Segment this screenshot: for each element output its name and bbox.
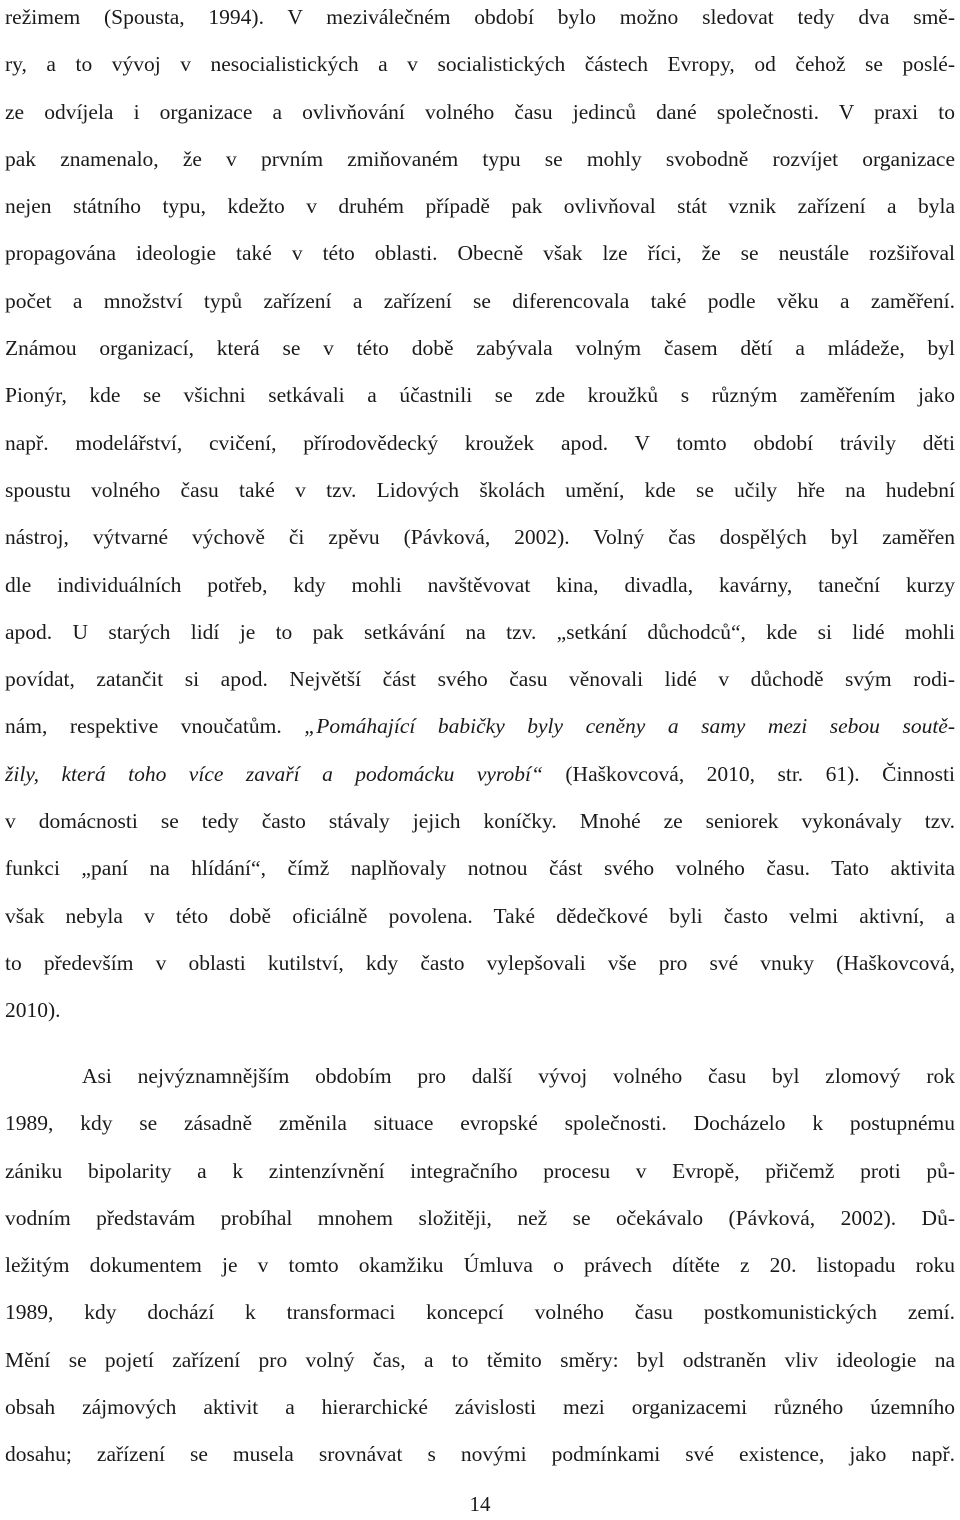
text-line: počet a množství typů zařízení a zařízení se diferencovala také podle věku a zaměření. [5, 288, 955, 313]
text-line: nástroj, výtvarné výchově či zpěvu (Pávková, 2002). Volný čas dospělých byl zaměřen [5, 525, 955, 550]
text-line-with-quote [5, 703, 955, 750]
paragraph-rok-1989 [5, 1053, 955, 1479]
text-line: Známou organizací, která se v této době zabývala volným časem dětí a mládeže, byl [5, 336, 955, 361]
text-line: propagována ideologie také v této oblasti. Obecně však lze říci, že se neustále rozšiřoval [5, 241, 955, 266]
text-line: nejen státního typu, kdežto v druhém případě pak ovlivňoval stát vznik zařízení a byla [5, 194, 955, 219]
text-line-with-quote [5, 751, 955, 798]
text-line: obsah zájmových aktivit a hierarchické závislosti mezi organizacemi různého územního [5, 1395, 955, 1420]
text-line: pak znamenalo, že v prvním zmiňovaném typu se mohly svobodně rozvíjet organizace [5, 146, 955, 171]
page-number: 14 [469, 1492, 491, 1516]
text-run: nám, respektive vnoučatům. [5, 714, 305, 739]
text-line: však nebyla v této době oficiálně povolena. Také dědečkové byli často velmi aktivní, a [5, 903, 955, 928]
text-line: 1989, kdy se zásadně změnila situace evropské společnosti. Docházelo k postupnému [5, 1111, 955, 1136]
text-line: dle individuálních potřeb, kdy mohli navštěvovat kina, divadla, kavárny, taneční kurzy [5, 572, 955, 597]
text-line: ležitým dokumentem je v tomto okamžiku Úmluva o právech dítěte z 20. listopadu roku [5, 1253, 955, 1278]
text-line: povídat, zatančit si apod. Největší část svého času věnovali lidé v důchodě svým rodi- [5, 667, 955, 692]
text-run: (Haškovcová, 2010, str. 61). Činnosti [542, 761, 955, 786]
text-line: režimem (Spousta, 1994). V meziválečném období bylo možno sledovat tedy dva smě- [5, 5, 955, 29]
text-line: dosahu; zařízení se musela srovnávat s novými podmínkami své existence, jako např. [5, 1442, 955, 1467]
text-line: to především v oblasti kutilství, kdy často vylepšovali vše pro své vnuky (Haškovcová, [5, 950, 955, 975]
text-line: funkci „paní na hlídání“, čímž naplňovaly notnou část svého volného času. Tato aktivita [5, 856, 955, 881]
text-line: ze odvíjela i organizace a ovlivňování volného času jedinců dané společnosti. V praxi to [5, 99, 955, 124]
text-line: ry, a to vývoj v nesocialistických a v socialistických částech Evropy, od čehož se poslé- [5, 52, 955, 77]
text-line: Asi nejvýznamnějším obdobím pro další vývoj volného času byl zlomový rok [82, 1064, 955, 1088]
text-line: např. modelářství, cvičení, přírodovědecký kroužek apod. V tomto období trávily děti [5, 430, 955, 455]
text-line: Mění se pojetí zařízení pro volný čas, a to těmito směry: byl odstraněn vliv ideologie na [5, 1347, 955, 1372]
italic-quote: žily, která toho více zavaří a podomácku vyrobí“ [5, 761, 543, 786]
text-line: 1989, kdy dochází k transformaci koncepcí volného času postkomunistických zemí. [5, 1300, 955, 1325]
text-line: vodním představám probíhal mnohem složitěji, než se očekávalo (Pávková, 2002). Dů- [5, 1205, 955, 1230]
italic-quote: „Pomáhající babičky byly ceněny a samy mezi sebou soutě- [304, 714, 955, 739]
text-line: apod. U starých lidí je to pak setkávání na tzv. „setkání důchodců“, kde si lidé mohli [5, 619, 955, 644]
text-line: v domácnosti se tedy často stávaly jejich koníčky. Mnohé ze seniorek vykonávaly tzv. [5, 809, 955, 834]
text-line: spoustu volného času také v tzv. Lidových školách umění, kde se učily hře na hudební [5, 477, 955, 502]
text-line: Pionýr, kde se všichni setkávali a účastnili se zde kroužků s různým zaměřením jako [5, 383, 955, 408]
paragraph-volny-cas-historie [5, 0, 955, 1035]
text-line: 2010). [5, 998, 61, 1023]
text-line: zániku bipolarity a k zintenzívnění integračního procesu v Evropě, přičemž proti pů- [5, 1158, 955, 1183]
